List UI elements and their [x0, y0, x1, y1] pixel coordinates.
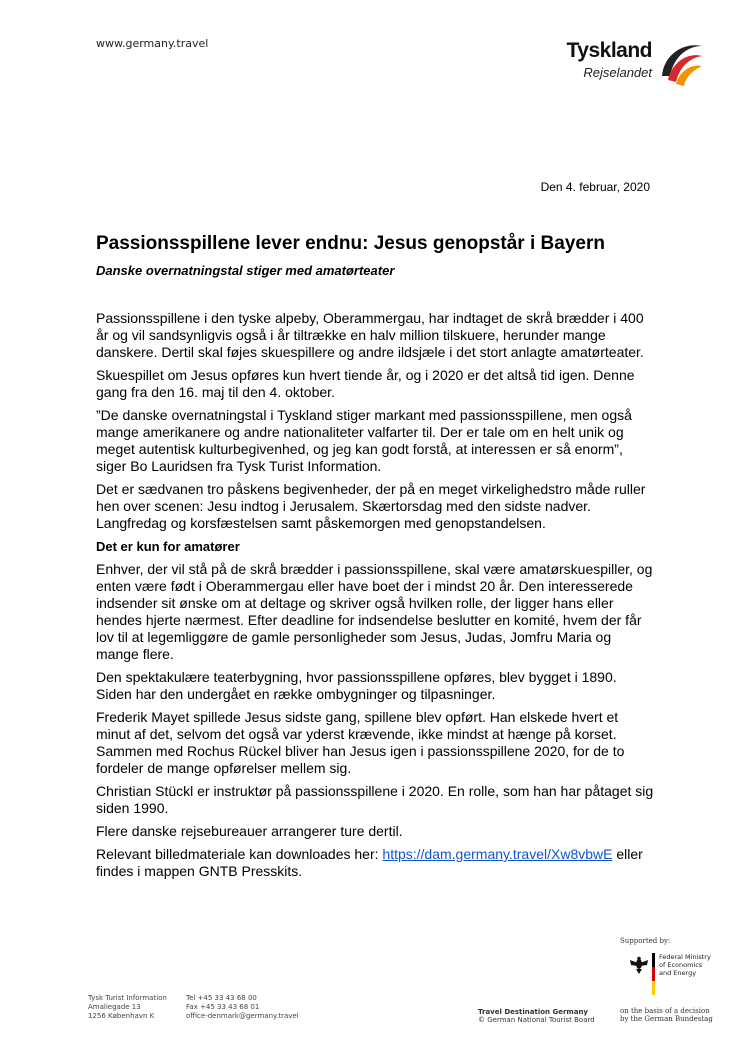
- paragraph: Christian Stückl er instruktør på passionsspillene i 2020. En rolle, som han har påtaget sig siden 1990.: [96, 783, 654, 816]
- ministry-name: [659, 953, 711, 977]
- bundestag-note: [620, 1007, 713, 1023]
- gntb-title: Travel Destination Germany: [478, 1008, 588, 1016]
- bundestag-line: on the basis of a decision: [620, 1007, 710, 1015]
- paragraph: Det er sædvanen tro påskens begivenheder, der på en meget virkelighedstro måde ruller hen over scenen: Jesu indtog i Jerusalem. Skærtorsdag med den sidste nadver. Langfredag og korsfæstelsen samt påskemorgen med genopstandelsen.: [96, 481, 646, 531]
- email-line: office-denmark@germany.travel: [186, 1012, 299, 1020]
- image-download-link[interactable]: https://dam.germany.travel/Xw8vbwE: [382, 846, 613, 862]
- logo-title: Tyskland: [566, 39, 652, 62]
- bundestag-line: by the German Bundestag: [620, 1015, 713, 1023]
- logo-subtitle: Rejselandet: [583, 65, 652, 80]
- paragraph: Flere danske rejsebureauer arrangerer ture dertil.: [96, 823, 403, 839]
- paragraph: ”De danske overnatningstal i Tyskland stiger markant med passionsspillene, men også mange amerikanere og andre nationaliteter valfarter til. Der er tale om en helt unik og meget autentisk kulturbegivenhed, og jeg kan godt forstå, at interessen er så enorm”, siger Bo Lauridsen fra Tysk Turist Information.: [96, 407, 632, 474]
- paragraph: Skuespillet om Jesus opføres kun hvert tiende år, og i 2020 er det altså tid igen. Denne gang fra den 16. maj til den 4. oktober.: [96, 367, 635, 400]
- gntb-credit: [478, 1008, 595, 1024]
- ministry-line: Federal Ministry: [659, 953, 711, 961]
- federal-eagle-icon: [629, 955, 649, 975]
- swirl-logo-icon: [654, 36, 706, 88]
- gntb-subtitle: © German National Tourist Board: [478, 1016, 595, 1024]
- subheadline: Danske overnatningstal stiger med amatørteater: [96, 263, 395, 278]
- phone-line: Tel +45 33 43 68 00: [186, 994, 257, 1002]
- ministry-line: of Economics: [659, 961, 703, 969]
- address-line: Tysk Turist Information: [88, 994, 167, 1002]
- address-line: Amaliegade 13: [88, 1003, 141, 1011]
- footer-address: [88, 994, 167, 1021]
- paragraph: Enhver, der vil stå på de skrå brædder i passionsspillene, skal være amatørskuespiller, og enten være født i Oberammergau eller have boet der i mindst 20 år. Den interesserede indsender sit ønske om at deltage og skriver også hvilken rolle, der ligger hans eller hendes hjerte nærmest. Efter deadline for indsendelse beslutter en komité, hvem der får lov til at legemliggøre de gamle personligheder som Jesus, Judas, Jomfru Maria og mange flere.: [96, 561, 653, 662]
- link-outro-text: eller findes i mappen GNTB Presskits.: [96, 846, 643, 879]
- footer-contact: [186, 994, 299, 1021]
- link-intro-text: Relevant billedmateriale kan downloades her:: [96, 846, 383, 862]
- article-body: [96, 310, 656, 886]
- paragraph: Frederik Mayet spillede Jesus sidste gang, spillene blev opført. Han elskede hvert et minut af det, selvom det også var yderst krævende, ikke mindst at hænge på korset. Sammen med Rochus Rückel bliver han Jesus igen i passionsspillene 2020, for de to fordeler de mange opførelser mellem sig.: [96, 709, 625, 776]
- fax-line: Fax +45 33 43 68 01: [186, 1003, 260, 1011]
- paragraph: Passionsspillene i den tyske alpeby, Oberammergau, har indtaget de skrå brædder i 400 år og vil sandsynligvis også i år tiltrække en halv million tilskuere, herunder mange danskere. Dertil skal føjes skuespillere og andre ildsjæle i det stort anlagte amatørteater.: [96, 310, 644, 360]
- headline: Passionsspillene lever endnu: Jesus genopstår i Bayern: [96, 233, 605, 254]
- press-date: Den 4. februar, 2020: [540, 180, 650, 194]
- german-flag-stripe-icon: [652, 953, 655, 995]
- ministry-logo: [629, 953, 719, 997]
- tyskland-logo: [556, 36, 706, 88]
- address-line: 1256 København K: [88, 1012, 155, 1020]
- section-heading: Det er kun for amatører: [96, 539, 240, 554]
- paragraph: Den spektakulære teaterbygning, hvor passionsspillene opføres, blev bygget i 1890. Siden har den undergået en række ombygninger og tilpasninger.: [96, 669, 617, 702]
- paragraph: [96, 846, 656, 880]
- ministry-line: and Energy: [659, 969, 697, 977]
- website-url: www.germany.travel: [96, 37, 209, 50]
- supported-by-label: Supported by:: [620, 937, 671, 945]
